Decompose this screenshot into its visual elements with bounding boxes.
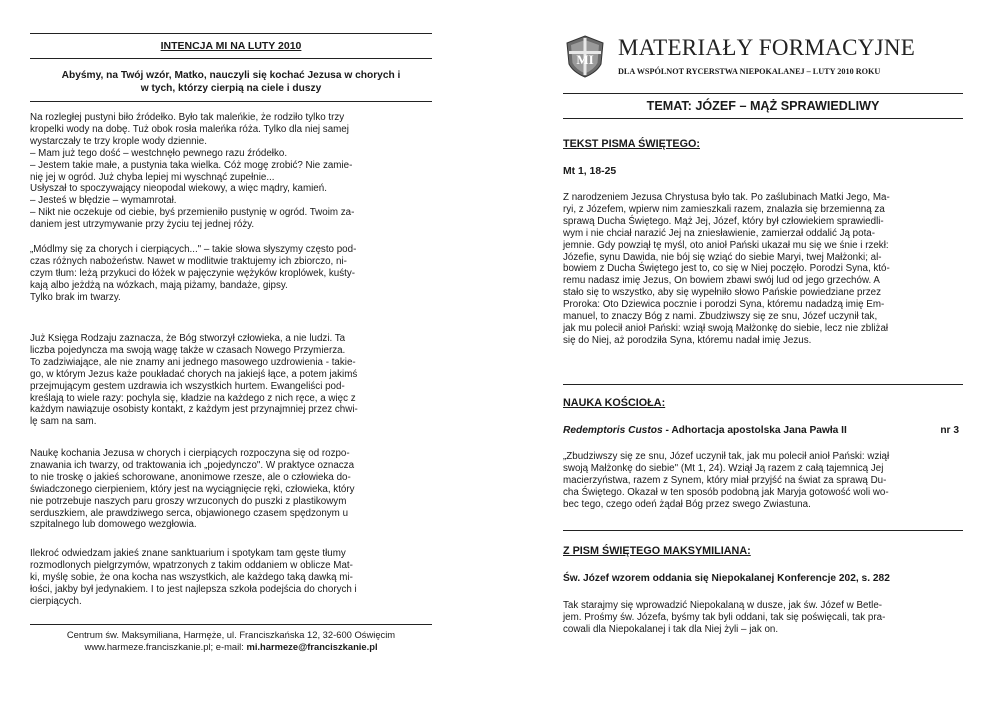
text-line: go, w którym Jezus każe poukładać chorych na jakiejś łące, a potem jakimś bbox=[30, 368, 358, 380]
text-line: czym tłum: leżą przykuci do łóżek w pajęczynie wężyków kroplówek, kuśty- bbox=[30, 267, 356, 279]
paragraph-prayer bbox=[30, 244, 432, 304]
scripture-reference: Mt 1, 18-25 bbox=[563, 166, 617, 177]
text-line: znawania ich twarzy, od traktowania ich „pojedynczo". W praktyce oznacza bbox=[30, 459, 355, 471]
divider bbox=[30, 624, 432, 625]
footer-website[interactable]: www.harmeze.franciszkanie.pl; e-mail: bbox=[84, 641, 247, 652]
text-line: swoją Małżonkę do siebie" (Mt 1, 24). Wziął Ją razem z całą tajemnicą Jej bbox=[563, 462, 884, 474]
text-line: Proroka: Oto Dziewica pocznie i porodzi Syna, któremu nadadzą imię Em- bbox=[563, 299, 885, 311]
paragraph-story bbox=[30, 112, 432, 231]
text-line: lę sam na sam. bbox=[30, 416, 97, 428]
text-line: manuel, to znaczy Bóg z nami. Zbudziwszy się ze snu, Józef uczynił tak, bbox=[563, 311, 878, 323]
prayer-line: Abyśmy, na Twój wzór, Matko, nauczyli się kochać Jezusa w chorych i bbox=[61, 70, 401, 81]
divider bbox=[30, 58, 432, 59]
text-line: – Mam już tego dość – westchnęło pewnego razu źródełko. bbox=[30, 147, 288, 159]
text-line: łości, jakby był jedynakiem. I to jest najlepsza szkoła podejścia do chorych i bbox=[30, 583, 357, 595]
text-line: liczba pojedyncza ma swoją wagę także w czasach Nowego Przymierza. bbox=[30, 344, 346, 356]
text-line: szpitalnego lub domowego wezgłowia. bbox=[30, 519, 197, 531]
text-line: stało się to wszystko, aby się wypełniło słowo Pańskie powiedziane przez bbox=[563, 287, 882, 299]
theme-title: TEMAT: JÓZEF – MĄŻ SPRAWIEDLIWY bbox=[646, 99, 880, 113]
text-line: macierzyństwa, razem z Synem, który miał przyjść na świat za sprawą Du- bbox=[563, 474, 887, 486]
magazine-subtitle: DLA WSPÓLNOT RYCERSTWA NIEPOKALANEJ – LUTY 2010 ROKU bbox=[618, 67, 881, 76]
text-line: rozmodlonych pielgrzymów, wpatrzonych z takim oddaniem w oblicze Mat- bbox=[30, 559, 353, 571]
text-line: kreślają to wiele razy: pochyla się, kładzie na każdego z nich ręce, a więc z bbox=[30, 392, 356, 404]
text-line: się do Niej, aż porodziła Syna, któremu nadał imię Jezus. bbox=[563, 334, 812, 346]
logo-letters: MI bbox=[576, 52, 594, 67]
text-line: Z narodzeniem Jezusa Chrystusa było tak. Po zaślubinach Matki Jego, Ma- bbox=[563, 192, 890, 203]
text-line: wystarczały te trzy krople wody dziennie. bbox=[30, 135, 207, 147]
text-line: jemnie. Gdy powziął tę myśl, oto anioł Pański ukazał mu się we śnie i rzekł: bbox=[563, 239, 889, 251]
text-line: ki, myślę sobie, że ona kocha nas wszystkich, ale każdego taką dawką mi- bbox=[30, 571, 353, 583]
text-line: – Jestem takie małe, a pustynia taka wielka. Cóż mogę zrobić? Nie zamie- bbox=[30, 159, 353, 171]
text-line: jem. Prośmy św. Józefa, byśmy tak byli oddani, tak się poświęcali, tak pra- bbox=[563, 611, 886, 623]
text-line: Tak starajmy się wprowadzić Niepokalaną w dusze, jak św. Józef w Betle- bbox=[563, 600, 883, 611]
text-line: „Módlmy się za chorych i cierpiących..." – takie słowa słyszymy często pod- bbox=[30, 244, 357, 255]
text-line: Naukę kochania Jezusa w chorych i cierpiących rozpoczyna się od rozpo- bbox=[30, 448, 350, 459]
text-line: bec tego, czego odeń żądał Bóg przez swego Zwiastuna. bbox=[563, 498, 811, 510]
magazine-title: MATERIAŁY FORMACYJNE bbox=[618, 35, 916, 60]
text-line: – Nikt nie oczekuje od ciebie, byś przemieniło pustynię w ogród. Twoim za- bbox=[30, 207, 355, 219]
text-line: Na rozległej pustyni biło źródełko. Było tak maleńkie, że rodziło tylko trzy bbox=[30, 112, 345, 123]
text-line: sprawą Ducha Świętego. Mąż Jej, Józef, który był człowiekiem sprawiedli- bbox=[563, 215, 884, 227]
church-document bbox=[563, 425, 959, 436]
divider bbox=[30, 101, 432, 102]
text-line: czas różnych nabożeństw. Nawet w modlitwie traktujemy ich zbiorczo, ni- bbox=[30, 255, 347, 267]
church-heading: NAUKA KOŚCIOŁA: bbox=[563, 397, 666, 409]
text-line: Józefie, synu Dawida, nie bój się wziąć do siebie Maryi, twej Małżonki; al- bbox=[563, 251, 882, 263]
text-line: – Jesteś w błędzie – wymamrotał. bbox=[30, 195, 177, 207]
text-line: Tylko brak im twarzy. bbox=[30, 291, 121, 303]
text-line: nie potrzebuje naszych paru groszy wrzuconych do puszki z plastikowym bbox=[30, 495, 347, 507]
document-number: nr 3 bbox=[940, 425, 959, 436]
intention-prayer bbox=[30, 70, 432, 95]
text-line: przejmującym gestem uzdrawia ich wszystkich hurtem. Ewangeliści pod- bbox=[30, 380, 345, 392]
intention-heading: INTENCJA MI NA LUTY 2010 bbox=[160, 40, 302, 52]
paragraph-genesis bbox=[30, 333, 432, 428]
paragraph-sanctuary bbox=[30, 548, 432, 608]
text-line: Ilekroć odwiedzam jakieś znane sanktuarium i spotykam tam gęste tłumy bbox=[30, 548, 346, 559]
text-line: Usłyszał to spoczywający nieopodal wiekowy, a więc mądry, kamień. bbox=[30, 183, 327, 195]
paragraph-love bbox=[30, 448, 432, 531]
text-line: ryi, z Józefem, wpierw nim zamieszkali razem, znalazła się brzemienną za bbox=[563, 203, 885, 215]
text-line: nię jej w ogród. Już chyba lepiej mi wyschnąć zupełnie... bbox=[30, 171, 275, 183]
text-line: bowiem z Ducha Świętego jest to, co się w Niej poczęło. Porodzi Syna, któ- bbox=[563, 263, 890, 275]
footer-address: Centrum św. Maksymiliana, Harmęże, ul. Franciszkańska 12, 32-600 Oświęcim bbox=[66, 629, 396, 640]
text-line: kają albo jeżdżą na wózkach, mają piżamy, bandaże, gipsy. bbox=[30, 279, 288, 291]
scripture-text bbox=[563, 192, 959, 347]
document-title: Redemptoris Custos bbox=[563, 425, 663, 436]
footer bbox=[30, 629, 432, 653]
text-line: To zadziwiające, ale nie znamy ani jednego masowego uzdrowienia - takie- bbox=[30, 356, 356, 368]
text-line: cowali dla Niepokalanej i tak dla Niej żyli – jak on. bbox=[563, 623, 779, 635]
text-line: jak mu polecił anioł Pański: wziął swoją Małżonkę do siebie, lecz nie zbliżał bbox=[563, 322, 889, 334]
scripture-heading: TEKST PISMA ŚWIĘTEGO: bbox=[563, 138, 700, 150]
maximilian-text bbox=[563, 600, 959, 636]
divider bbox=[563, 118, 963, 119]
text-line: wym i nie chciał narazić Jej na zniesławienie, zamierzał oddalić Ją pota- bbox=[563, 227, 876, 239]
mi-shield-logo-icon bbox=[563, 34, 607, 78]
text-line: cha Świętego. Okazał w ten sposób podobną jak Maryja gotowość woli wo- bbox=[563, 486, 889, 498]
text-line: każdym nawiązuje osobisty kontakt, z każdym jest przynajmniej przez chwi- bbox=[30, 404, 358, 416]
divider bbox=[30, 33, 432, 34]
maximilian-heading: Z PISM ŚWIĘTEGO MAKSYMILIANA: bbox=[563, 545, 751, 557]
church-text bbox=[563, 451, 959, 511]
divider bbox=[563, 93, 963, 94]
prayer-line: w tych, którzy cierpią na ciele i duszy bbox=[140, 82, 322, 94]
footer-contact bbox=[30, 641, 432, 653]
text-line: serduszkiem, ale prawdziwego serca, objawionego czasem spędzonym u bbox=[30, 507, 349, 519]
text-line: cierpiących. bbox=[30, 595, 82, 607]
divider bbox=[563, 530, 963, 531]
text-line: Już Księga Rodzaju zaznacza, że Bóg stworzył człowieka, a nie ludzi. Ta bbox=[30, 333, 346, 344]
footer-email[interactable]: mi.harmeze@franciszkanie.pl bbox=[246, 641, 378, 652]
text-line: świadczonego cierpieniem, który jest na wyciągnięcie ręki, człowieka, który bbox=[30, 483, 355, 495]
text-line: kropelki wody na dobę. Tuż obok rosła maleńka róża. Tylko dla niej samej bbox=[30, 123, 349, 135]
text-line: to nie troskę o jakieś schorowane, anonimowe rzesze, ale o człowieka do- bbox=[30, 471, 351, 483]
text-line: daniem jest utrzymywanie przy życiu tej jednej róży. bbox=[30, 219, 255, 231]
document-description: - Adhortacja apostolska Jana Pawła II bbox=[662, 425, 847, 436]
text-line: „Zbudziwszy się ze snu, Józef uczynił tak, jak mu polecił anioł Pański: wziął bbox=[563, 451, 890, 462]
divider bbox=[563, 384, 963, 385]
maximilian-reference: Św. Józef wzorem oddania się Niepokalanej Konferencje 202, s. 282 bbox=[563, 573, 890, 584]
text-line: remu nadasz imię Jezus, On bowiem zbawi swój lud od jego grzechów. A bbox=[563, 275, 880, 287]
